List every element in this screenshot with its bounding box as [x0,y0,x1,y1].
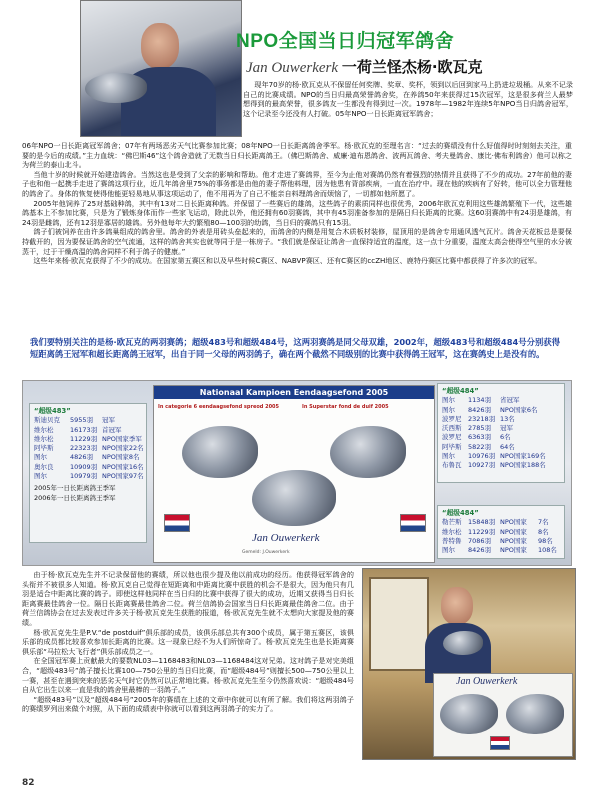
list-item: 图尔 10979羽 NPO国家97名 [34,472,144,481]
article-body [22,141,572,266]
intro-paragraph: 现年70岁的杨·欧瓦克从不保留任何奖牌、奖章、奖杯，领到以后回到家马上扔进垃圾桶。从来不记录自己的比赛成绩。NPO的当日归最高荣誉鸽舍奖，在养鸽50年来获得过15次冠军，这是很多荷兰人最梦想得到的最高荣誉，很多鸽友一生都没有得到过一次。1978年—1982年连续5年NPO当日归鸽舍冠军，这个记录至今还没有人打破。05年NPO一日长距离冠军鸽舍； [243,80,573,118]
certificate-small-text: Gemeld: J.Ouwerkerk [242,550,290,555]
body-paragraph: 这些年来杨·欧瓦克获得了不少的成功。在国家第五赛区和以及早些时候C赛区、NABVP赛区、还有C赛区的ccZH地区、鹿特丹赛区比赛中都获得了许多次的冠军。 [33,256,542,266]
list-item: 波罗尼 23218羽 13名 [442,414,515,423]
highlight-paragraph: 我们要特别关注的是杨·欧瓦克的两羽赛鸽；超级483号和超级484号，这两羽赛鸽是同父母双雄，2002年，超级483号和超级484号分别获得短距离鸽王冠军和超长距离鸽王冠军，出自于同一父母的两羽鸽子，确在两个截然不同级别的比赛中获得鸽王冠军，这在赛鸽史上是没有的。 [30,337,560,359]
list-item: 奥尔良 10909羽 NPO国家16名 [34,462,144,471]
list-item: 图尔 4826羽 NPO国家8名 [34,453,140,462]
lower-paragraph: 在全国冠军赛上贡献最大的要数NL03—1168483和NL03—1168484这对兄弟。这对鸽子是对完美组合，“超级483号”鸽子擅长比赛100—750公里的当日归比赛，而“超级484号”则擅长500—750公里以上一赛，甚至在遇到突来的恶劣天气时它仍然可以正常地比赛。杨·欧瓦克先生至今仍然喜欢说：“超级484号自从它出生以来一直是我的鸽舍里最棒的一羽鸽子。” [22,656,354,695]
portrait-photo [80,0,242,137]
lower-paragraph: “超级483号”以及“超级484号”2005年的赛绩在上述的文章中你就可以有所了解。我们将这两羽鸽子的赛绩罗列出来做个对照，从下面的成绩表中你就可以看到这两羽鸽子的实力了。 [22,694,354,714]
body-paragraph: 鸽子们被饲养在由许多鸽巢组成的鸽舍里。鸽舍的外表是用砖头垒起来的，而鸽舍的内侧是用复合木质板材装修，屋顶用的是鸽舍专用通风透气瓦片。鸽舍天花板总是要保持截开的，因为要保证鸽舍的空气流通，这样的鸽舍其实也就等同于是一栋房子。“我们就是保证让鸽舍一直保持适宜的温度，这一点十分重要，温度太高会使得空气里的水分被蒸干，过于干燥高温的鸽舍同样不利于鸽子的健康。” [22,227,572,256]
pigeon-in-hand-image [443,631,483,655]
pigeon-portrait-card [433,673,573,757]
list-item: 维尔松 16173羽 首冠军 [34,425,122,434]
pigeon-photo-484 [330,426,406,478]
lower-article-text [22,570,354,714]
certificate [153,385,435,563]
lower-paragraph: 杨·欧瓦克先生是P.V.“de postduif”俱乐部的成员，该俱乐部总共有300个成员，属于第五赛区，该俱乐部的成员都比较喜欢参加长距离的比赛。这一现象已经不为人们所惊奇了。杨·欧瓦克先生也是长距离赛俱乐部“马拉松大飞行者”俱乐部成员之一。 [22,627,354,656]
list-item: 阿毕斯 5822羽 64名 [442,442,515,451]
pigeon-photo-483 [182,426,258,478]
list-item: 图尔 1134羽 省冠军 [442,396,520,405]
list-item: 维尔松 11229羽 NPO国家季军 [34,434,142,443]
flag-icon [490,736,510,750]
list-item: 沃西斯 2785羽 冠军 [442,424,513,433]
results-list-left [29,403,147,543]
list-item: 波罗尼 6363羽 6名 [442,433,511,442]
flag-icon [164,514,190,532]
list-header: “超级484” [442,387,479,395]
pigeon-in-hand-image [85,73,147,103]
results-panel [22,380,572,566]
page-title: NPO全国当日归冠军鸽舍 [236,31,455,52]
pigeon-photo [440,694,498,734]
subtitle-latin: Jan Ouwerkerk [246,60,339,76]
list-note: 2006年一日长距离鸽王季军 [34,493,116,502]
subtitle-cn: 一荷兰怪杰杨·欧瓦克 [341,58,483,76]
list-item: 维尔松 11229羽 NPO国家 8名 [442,527,549,536]
certificate-banner: Nationaal Kampioen Eendaagsefond 2005 [154,386,434,399]
certificate-subtitle-left: In categorie 6 eendaagsefond spreod 2005 [158,404,280,410]
list-item: 阿毕斯 22323羽 NPO国家22名 [34,444,144,453]
list-item: 勒芒斯 15848羽 NPO国家 7名 [442,518,549,527]
list-item: 图尔 8426羽 NPO国家 108名 [442,546,557,555]
man-head [441,587,473,625]
page-number: 82 [22,778,35,788]
results-list-right-top [437,383,565,483]
body-paragraph: 2005年他饲养了25对基础种鸽，其中有13对二日长距离种鸽。并保留了一些赛后的雄鸽，这些鸽子的素质同样也很优秀，2006年欧瓦克利用这些雄鸽繁殖下一代，这些雄鸽基本上不参加比赛，只是为了锻炼身体而作一些家飞运动，除此以外，他还拥有60羽赛鸽，其中有45羽准备参加的是隔日归长距离的比赛。这60羽赛鸽中有24羽是雄鸽，有24羽是雌鸽，还有12羽是寡居的雄鸽。另外他每年大约繁殖80—100羽的幼鸽，当日归的赛鸽只有15羽。 [22,198,572,227]
man-head [141,23,179,69]
body-paragraph: 当他十岁的时候就开始建造鸽舍。当然这也是受到了父亲的影响和帮助。他才走进了赛鸽界，至今为止他对赛鸽仍然有着强烈的热情并且获得了不少的成功。27年前他的妻子也和他一起携手走进了赛鸽这项行业，近几年鸽舍里75%的事务都是由他的妻子帮他料理，因为他患有背部疾病，一直在治疗中。现在他的疾病有了好转，他可以全力管理他的鸽舍了。身体的恢复使得他能更轻易地从事这项运动了，他不用再为了自己不能亲自料理鸽舍而烦恼了，一切都如他所愿了。 [22,169,572,198]
list-header: “超级484” [442,509,479,517]
certificate-subtitle-right: In Superstar fond de duif 2005 [302,404,389,410]
list-item: 图尔 8426羽 NPO国家6名 [442,405,538,414]
loft-photo [362,568,576,760]
lower-paragraph: 由于杨·欧瓦克先生并不记录保留他的赛绩，所以他也很少提及他以前成功的经历。他获得冠军鸽舍的头衔并不被很多人知道。杨·欧瓦克自己觉得在短距离和中距离比赛中获胜的机会不是很大，因为他只有几羽是适合中距离比赛的鸽子。即使这样他同样在当日归的比赛中获得了很大的成功，近期又获得当日归长距离赛最佳鸽舍一位。隔日长距离赛最佳鸽舍二位。荷兰信鸽协会国家当日归长距离最佳鸽舍二位。由于荷兰信鸽协会在过去发表过许多关于杨·欧瓦克先生获胜的报道，杨·欧瓦克先生就不太想向大家提及他的赛绩。 [22,570,354,627]
list-item: 图尔 10976羽 NPO国家169名 [442,452,546,461]
pigeon-photo-center [252,470,336,526]
certificate-signature: Jan Ouwerkerk [252,532,320,544]
card-signature: Jan Ouwerkerk [456,676,518,687]
list-item: 布鲁瓦 10927羽 NPO国家188名 [442,461,546,470]
results-list-right-bottom [437,505,565,559]
pigeon-photo [506,694,564,734]
body-paragraph: 06年NPO一日长距离冠军鸽舍；07年有两场恶劣天气比赛参加比赛；08年NPO一日长距离鸽舍季军。杨·欧瓦克的至理名言：“过去的赛绩没有什么好值得时时刻刻去关注，重要的是今后的成绩。”主力血统：“佛巴斯46”这个鸽舍造就了无数当日归长距离鸽王。（佛巴斯鸽舍、威廉·迪布恩鸽舍、波两瓦鸽舍、考夫曼鸽舍、康比·佛布利鸽舍）他可以称之为荷兰的泰山北斗。 [22,141,572,170]
list-note: 2005年一日长距离鸽王季军 [34,484,116,493]
list-item: 斯迪贝克 5955羽 冠军 [34,416,115,425]
intro-text [243,80,573,118]
loft-window [369,577,429,671]
list-item: 普特鲁 7086羽 NPO国家 98名 [442,536,553,545]
article-subtitle [246,56,483,77]
list-header: “超级483” [34,407,71,415]
flag-icon [400,514,426,532]
